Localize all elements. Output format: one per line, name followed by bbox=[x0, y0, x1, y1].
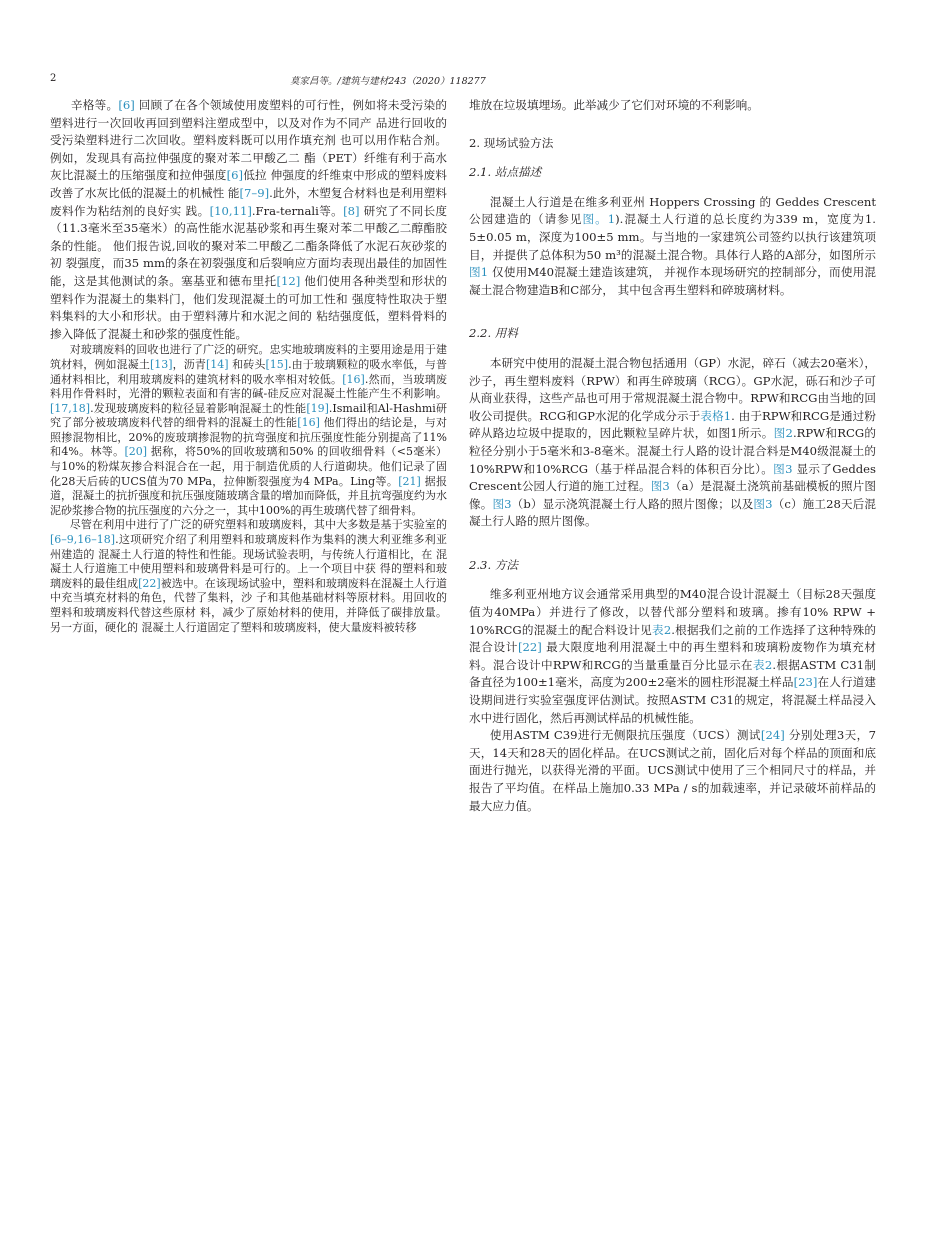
paragraph-text: 被选中。在该现场试验中，塑料和玻璃废料在混凝土人行道中充当填充材料的角色，代替了集料，沙 子和其他基础材料等原材料。用回收的塑料和玻璃废料代替这些原材 料，减少了原始材料的使用，并降低了碳排放量。另一方面，硬化的 混凝土人行道固定了塑料和玻璃废料，使大量废料被转移 bbox=[50, 576, 448, 634]
citation-link[interactable]: [10,11] bbox=[209, 203, 252, 218]
citation-link[interactable]: [24] bbox=[760, 728, 785, 743]
paragraph-text: 回顾了在各个领域使用废塑料的可行性，例如将未受污染的塑料进行一次回收再回到塑料注塑成型中，以及对作为不同产 品进行回收的受污染塑料进行二次回收。塑料废料既可以用作填充剂 也可以用作粘合剂。例如，发现具有高拉伸强度的聚对苯二甲酸乙二 酯（PET）纤维有利于高水灰比混凝土的压缩强度和拉伸强度 bbox=[50, 98, 447, 183]
paragraph-text: .然而，当玻璃废料用作骨料时，光滑的颗粒表面和有害的碱-硅反应对混凝土性能产生不利影响。 bbox=[50, 372, 448, 401]
citation-link[interactable]: 图3 bbox=[650, 479, 670, 494]
subsection-2-2-body bbox=[469, 355, 876, 531]
right-column bbox=[469, 97, 876, 815]
paragraph-text: .发现玻璃废料的粒径显着影响混凝土的性能 bbox=[90, 401, 307, 415]
paragraph-text: .这项研究介绍了利用塑料和玻璃废料作为集料的澳大利亚维多利亚州建造的 混凝土人行道的特性和性能。现场试验表明，与传统人行道相比，在 混凝土人行道施工中使用塑料和玻璃骨料是可行的。上一个项目中获 得的塑料和玻璃废料的最佳组成 bbox=[50, 533, 447, 590]
paragraph-text: .RPW和RCG的粒径分别小于5毫米和3-8毫米。混凝土行人路的设计混合料是M40级混凝土的10%RPW和10%RCG（基于样品混合料的体积百分比）。 bbox=[469, 426, 876, 476]
paragraph bbox=[469, 586, 876, 727]
citation-link[interactable]: [22] bbox=[138, 576, 161, 590]
running-head: 莫家昌等。/建筑与建材243（2020）118277 bbox=[290, 76, 486, 87]
paragraph bbox=[469, 355, 876, 531]
paragraph-text: 本研究中使用的混凝土混合物包括通用（GP）水泥，碎石（减去20毫米），沙子，再生塑料废料（RPW）和再生碎玻璃（RCG）。GP水泥，砾石和沙子可从商业获得，这些产品也可用于常规混凝土混合物中。RPW和RCG由当地的回收公司提供。RCG和GP水泥的化学成分示于 bbox=[469, 355, 876, 423]
citation-link[interactable]: 表2 bbox=[652, 622, 672, 637]
citation-link[interactable]: [19] bbox=[306, 401, 329, 415]
paragraph-text: .Fra-ternali等。 bbox=[251, 203, 344, 218]
subsection-2-3-body bbox=[469, 586, 876, 815]
citation-link[interactable]: [15] bbox=[265, 357, 289, 371]
paragraph-text: 尽管在利用中进行了广泛的研究塑料和玻璃废料，其中大多数是基于实验室的 bbox=[69, 518, 447, 532]
paragraph bbox=[469, 727, 876, 815]
paragraph-text: 和砖头 bbox=[228, 357, 266, 371]
citation-link[interactable]: 图3 bbox=[773, 461, 793, 476]
paragraph-text: 混凝土人行道是在维多利亚州 Hoppers Crossing 的 Geddes Crescent公园建造的（请参见 bbox=[469, 194, 876, 227]
subsection-2-1-title: 2.1. 站点描述 bbox=[469, 165, 542, 180]
citation-link[interactable]: [21] bbox=[398, 474, 421, 488]
paragraph-text: 对玻璃废料的回收也进行了广泛的研究。忠实地玻璃废料的主要用途是用于建筑材料，例如混凝土 bbox=[50, 343, 447, 371]
citation-link[interactable]: [22] bbox=[517, 640, 542, 655]
continuation-text bbox=[469, 97, 876, 115]
paragraph-text: 他们得出的结论是，与对照掺混物相比，20%的废玻璃掺混物的抗弯强度和抗压强度性能分别提高了11%和4%。林等。 bbox=[50, 416, 448, 459]
subsection-2-1-body bbox=[469, 194, 876, 300]
paragraph bbox=[50, 343, 447, 518]
paragraph-text: （b）显示浇筑混凝土行人路的照片图像；以及 bbox=[511, 496, 754, 511]
paragraph-text: .Ismail和Al-Hashmi研究了部分被玻璃废料代替的细骨料的混凝土的性能 bbox=[50, 401, 447, 430]
paragraph-text: 在人行道建设期间进行实验室强度评估测试。按照ASTM C31的规定，将混凝土样品浸入水中进行固化，然后再测试样品的机械性能。 bbox=[469, 675, 876, 725]
citation-link[interactable]: [16] bbox=[297, 416, 320, 430]
paragraph-text: 分别处理3天，7 天，14天和28天的固化样品。在UCS测试之前，固化后对每个样品的顶面和底面进行抛光，以获得光滑的平面。UCS测试中使用了三个相同尺寸的样品，并报告了平均值。在样品上施加0.33 MPa / s的加载速率，并记录破坏前样品的最大应力值。 bbox=[469, 728, 876, 813]
paragraph-text: 研究了不同长度（11.3毫米至35毫米）的高性能水泥基砂浆和再生聚对苯二甲酸乙二醇酯胶条的性能。 他们报告说,回收的聚对苯二甲酸乙二酯条降低了水泥石灰砂浆的初 裂强度，而35 mm的条在初裂强度和后裂响应方面均表现出最佳的加固性能，这是其他测试的条。塞基亚和德布里托 bbox=[50, 203, 448, 288]
paragraph-text: .由于玻璃颗粒的吸水率低，与普通材料相比，利用玻璃废料的建筑材料的吸水率相对较低。 bbox=[50, 357, 448, 386]
paragraph-text: 辛格等。 bbox=[70, 98, 119, 112]
paragraph-text: 显示了Geddes Crescent公园人行道的施工过程。 bbox=[469, 461, 876, 494]
paragraph-text: 维多利亚州地方议会通常采用典型的M40混合设计混凝土（目标28天强度值为40MPa）并进行了修改，以替代部分塑料和玻璃。掺有10% RPW + 10%RCG的混凝土的配合料设计见 bbox=[469, 587, 876, 637]
paragraph-text: .此外，木塑复合材料也是利用塑料废料作为粘结剂的良好实 践。 bbox=[50, 185, 448, 218]
paragraph-text: 堆放在垃圾填埋场。此举减少了它们对环境的不利影响。 bbox=[469, 98, 759, 112]
paragraph-text: 据报道，混凝土的抗折强度和抗压强度随玻璃含量的增加而降低，并且抗弯强度约为水泥砂浆掺合物的抗压强度的六分之一，其中100%的再生玻璃代替了细骨料。 bbox=[50, 474, 447, 517]
citation-link[interactable]: [7–9] bbox=[239, 185, 270, 200]
paragraph-text: .根据ASTM C31制备直径为100±1毫米，高度为200±2毫米的圆柱形混凝土样品 bbox=[469, 657, 876, 690]
citation-link[interactable]: [6] bbox=[118, 98, 135, 112]
citation-link[interactable]: [14] bbox=[205, 357, 229, 371]
citation-link[interactable]: [16] bbox=[342, 372, 365, 386]
paragraph-text: 据称，将50%的回收玻璃和50% 的回收细骨料（<5毫米）与10%的粉煤灰掺合料混合在一起，用于制造优质的人行道砌块。他们记录了固化28天后砖的UCS值为70 MPa，拉伸断裂强度为4 MPa。Ling等。 bbox=[50, 445, 448, 488]
citation-link[interactable]: [13] bbox=[149, 357, 173, 371]
paragraph-text: .根据我们之前的工作选择了这种特殊的混合设计 bbox=[469, 622, 877, 655]
paragraph-text: （a）是混凝土浇筑前基础模板的照片图像。 bbox=[469, 479, 876, 511]
paragraph-text: . 由于RPW和RCG是通过粉碎从路边垃圾中提取的，因此颗粒呈碎片状，如图1所示。 bbox=[469, 408, 876, 441]
paragraph-text: 使用ASTM C39进行无侧限抗压强度（UCS）测试 bbox=[489, 728, 761, 743]
citation-link[interactable]: [23] bbox=[793, 675, 818, 690]
citation-link[interactable]: 图3 bbox=[753, 496, 773, 511]
paragraph bbox=[50, 97, 447, 343]
page-number: 2 bbox=[50, 73, 57, 84]
citation-link[interactable]: [12] bbox=[276, 273, 301, 288]
citation-link[interactable]: [6] bbox=[226, 168, 244, 183]
paragraph-text: 他们使用各种类型和形状的塑料作为混凝土的集料门，他们发现混凝土的可加工性和 强度特性取决于塑料集料的大小和形状。由于塑料薄片和水泥之间的 粘结强度低，塑料骨料的掺入降低了混凝土和砂浆的强度性能。 bbox=[50, 273, 447, 341]
citation-link[interactable]: 图3 bbox=[492, 496, 512, 511]
citation-link[interactable]: [17,18] bbox=[50, 401, 91, 415]
citation-link[interactable]: [6–9,16–18] bbox=[50, 533, 116, 547]
citation-link[interactable]: 图1 bbox=[469, 265, 489, 280]
left-column-body bbox=[50, 97, 447, 635]
paragraph bbox=[50, 518, 447, 635]
paragraph-text: ).混凝土人行道的总长度约为339 m，宽度为1. 5±0.05 m，深度为100±5 mm。与当地的一家建筑公司签约以执行该建筑项目，并提供了总体积为50 m³的混凝土混合物。具体行人路的A部分，如图所示 bbox=[469, 212, 876, 262]
paragraph-text: 低拉 伸强度的纤维束中形成的塑料废料改善了水灰比低的混凝土的机械性 能 bbox=[50, 168, 447, 200]
citation-link[interactable]: 表格1 bbox=[700, 408, 732, 423]
paragraph-text: 仅使用M40混凝土建造该建筑， 并视作本现场研究的控制部分，而使用混凝土混合物建造B和C部分， 其中包含再生塑料和碎玻璃材料。 bbox=[469, 265, 876, 297]
paragraph-text: （c）施工28天后混凝土行人路的照片图像。 bbox=[469, 496, 876, 529]
citation-link[interactable]: 图2 bbox=[773, 426, 793, 441]
subsection-2-3-title: 2.3. 方法 bbox=[469, 557, 518, 572]
paragraph-text: 最大限度地利用混凝土中的再生塑料和玻璃粉废物作为填充材料。混合设计中RPW和RCG的当量重量百分比显示在 bbox=[469, 640, 876, 672]
paragraph bbox=[469, 97, 876, 115]
citation-link[interactable]: 表2 bbox=[752, 657, 773, 672]
section-2-title: 2. 现场试验方法 bbox=[469, 135, 554, 150]
subsection-2-2-title: 2.2. 用料 bbox=[469, 326, 518, 341]
citation-link[interactable]: [20] bbox=[124, 445, 148, 459]
paragraph-text: ，沥青 bbox=[172, 357, 206, 371]
citation-link[interactable]: 图。1 bbox=[582, 212, 616, 227]
paragraph bbox=[469, 194, 876, 300]
left-column bbox=[50, 97, 447, 635]
citation-link[interactable]: [8] bbox=[343, 203, 360, 218]
